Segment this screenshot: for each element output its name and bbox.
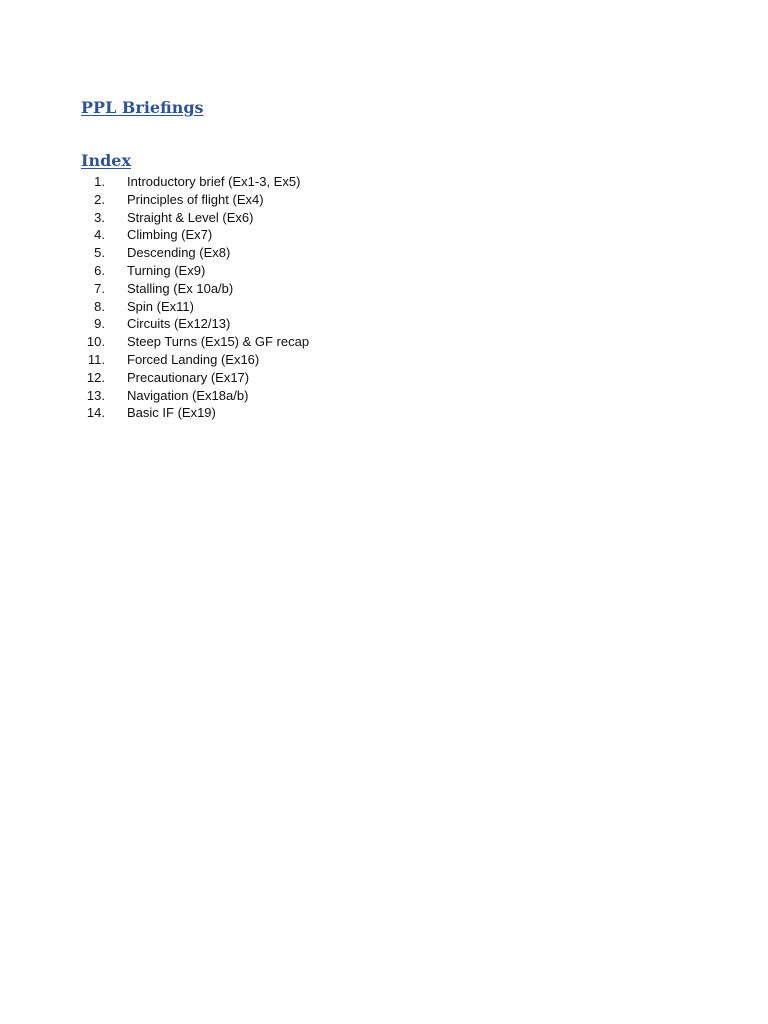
document-title: PPL Briefings	[81, 98, 204, 117]
list-item-label: Steep Turns (Ex15) & GF recap	[127, 334, 310, 350]
list-item-number: 11.	[87, 351, 105, 367]
list-item-label: Precautionary (Ex17)	[127, 369, 250, 385]
list-item	[81, 280, 309, 298]
list-item	[81, 191, 309, 209]
list-item	[81, 173, 309, 191]
list-item-label: Navigation (Ex18a/b)	[127, 387, 249, 403]
list-item-label: Turning (Ex9)	[127, 262, 206, 278]
list-item	[81, 404, 309, 422]
list-item-label: Principles of flight (Ex4)	[127, 191, 264, 207]
list-item-number: 8.	[94, 298, 105, 314]
list-item-number: 7.	[94, 280, 105, 296]
list-item	[81, 333, 309, 351]
list-item-number: 4.	[94, 227, 105, 243]
list-item	[81, 209, 309, 227]
list-item-label: Introductory brief (Ex1-3, Ex5)	[127, 174, 301, 189]
list-item-label: Basic IF (Ex19)	[127, 405, 216, 421]
list-item-number: 13.	[86, 387, 105, 403]
list-item	[81, 369, 309, 387]
list-item-label: Straight & Level (Ex6)	[127, 209, 254, 225]
index-list	[81, 173, 309, 422]
list-item-number: 9.	[94, 316, 105, 332]
list-item	[81, 226, 309, 244]
list-item-number: 5.	[94, 245, 105, 261]
list-item-label: Forced Landing (Ex16)	[127, 351, 260, 367]
list-item-number: 6.	[94, 262, 105, 278]
list-item	[81, 244, 309, 262]
list-item	[81, 387, 309, 405]
index-heading: Index	[81, 151, 132, 170]
list-item-number: 1.	[94, 174, 105, 189]
list-item	[81, 298, 309, 316]
list-item-label: Circuits (Ex12/13)	[127, 316, 231, 332]
list-item	[81, 262, 309, 280]
list-item-label: Climbing (Ex7)	[127, 227, 213, 243]
list-item	[81, 351, 309, 369]
list-item-number: 3.	[94, 209, 105, 225]
list-item-label: Descending (Ex8)	[127, 245, 231, 261]
list-item-number: 2.	[94, 191, 105, 207]
list-item	[81, 315, 309, 333]
list-item-number: 10.	[86, 334, 105, 350]
list-item-label: Stalling (Ex 10a/b)	[127, 280, 234, 296]
list-item-number: 14.	[86, 405, 105, 421]
list-item-label: Spin (Ex11)	[127, 298, 194, 314]
list-item-number: 12.	[86, 369, 105, 385]
